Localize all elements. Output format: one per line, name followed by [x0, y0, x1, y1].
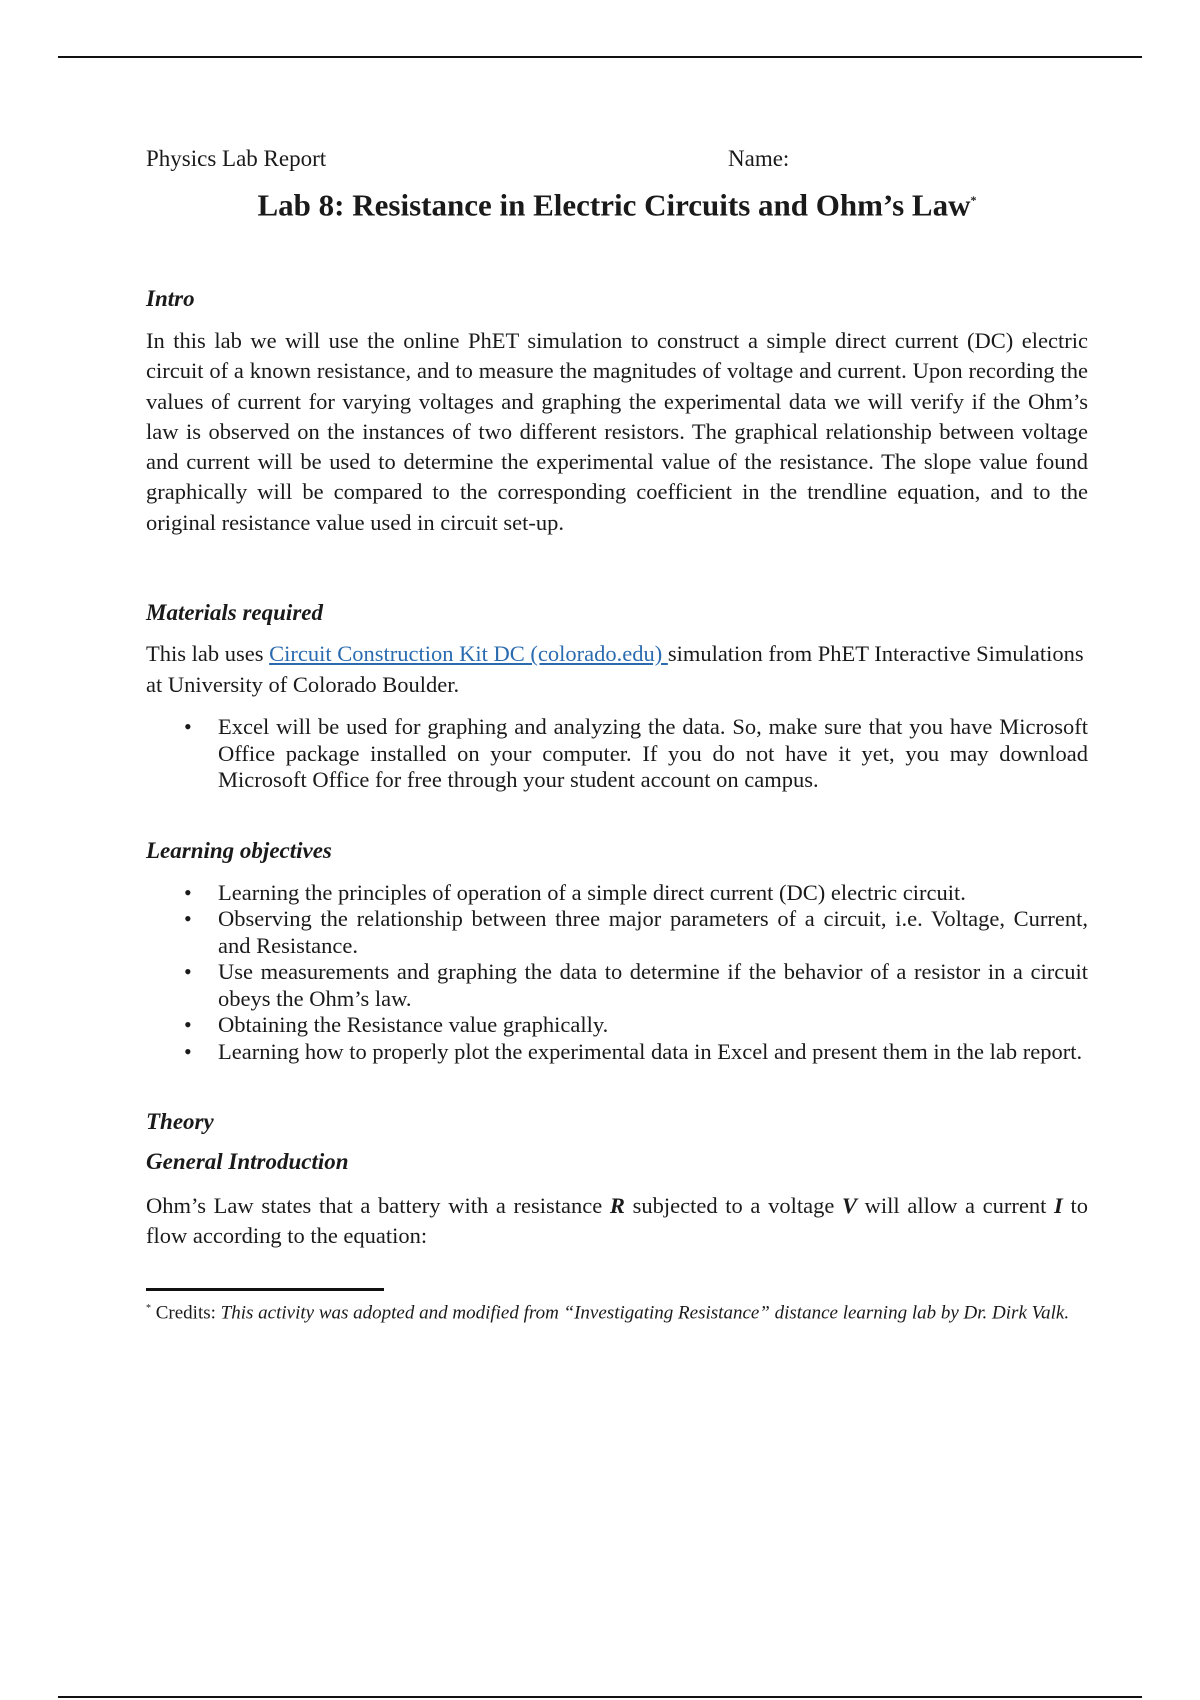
materials-lead: This lab uses — [146, 641, 270, 667]
bullet-icon: • — [184, 906, 192, 932]
list-item — [146, 959, 1088, 1012]
list-item — [146, 906, 1088, 959]
bullet-icon: • — [184, 1012, 192, 1038]
resistance-variable: R — [609, 1193, 625, 1219]
page-title-text: Lab 8: Resistance in Electric Circuits and Ohm’s Law — [257, 187, 971, 223]
document-page — [146, 140, 1088, 1325]
materials-list — [146, 714, 1088, 794]
list-item — [146, 1012, 1088, 1039]
page-header — [146, 140, 1088, 180]
footnote-text: This activity was adopted and modified from “Investigating Resistance” distance learning lab by Dr. Dirk Valk. — [220, 1302, 1070, 1323]
top-rule — [58, 56, 1142, 58]
bullet-icon: • — [184, 714, 192, 740]
bullet-icon: • — [184, 1038, 192, 1064]
bullet-icon: • — [184, 959, 192, 985]
materials-paragraph — [146, 638, 1088, 700]
list-item-text: Learning the principles of operation of a simple direct current (DC) electric circuit. — [218, 879, 966, 905]
theory-text-4: to flow according to the equation: — [146, 1193, 1088, 1249]
list-item-text: Excel will be used for graphing and analyzing the data. So, make sure that you have Microsoft Office package installed on your computer. If you do not have it yet, you may download Microsoft Office for free through your student account on campus. — [218, 714, 1088, 793]
theory-text-3: will allow a current — [857, 1193, 1055, 1219]
intro-paragraph: In this lab we will use the online PhET simulation to construct a simple direct current (DC) electric circuit of a known resistance, and to measure the magnitudes of voltage and current. Upon recording the values of current for varying voltages and graphing the experimental data we will verify if the Ohm’s law is observed on the instances of two different resistors. The graphical relationship between voltage and current will be used to determine the experimental value of the resistance. The slope value found graphically will be compared to the corresponding coefficient in the trendline equation, and to the original resistance value used in circuit set-up. — [146, 328, 1088, 535]
phet-simulation-link[interactable]: Circuit Construction Kit DC (colorado.edu) — [269, 641, 668, 667]
current-variable: I — [1054, 1193, 1063, 1219]
list-item — [146, 1039, 1088, 1066]
footnote-mark: * — [146, 1302, 151, 1314]
name-label: Name: — [728, 146, 790, 171]
title-footnote-mark: * — [970, 193, 977, 207]
bullet-icon: • — [184, 879, 192, 905]
footnote-label: Credits: — [151, 1302, 221, 1323]
voltage-variable: V — [841, 1193, 857, 1219]
list-item-text: Obtaining the Resistance value graphically. — [218, 1012, 609, 1038]
theory-text-2: subjected to a voltage — [624, 1193, 842, 1219]
bottom-rule — [58, 1696, 1142, 1698]
footnote-separator — [146, 1288, 384, 1291]
materials-heading: Materials required — [146, 600, 323, 626]
theory-heading: Theory — [146, 1109, 214, 1135]
materials-tail: simulation from PhET Interactive Simulations at University of Colorado Boulder. — [146, 641, 1084, 698]
list-item-text: Learning how to properly plot the experimental data in Excel and present them in the lab report. — [218, 1038, 1083, 1064]
list-item-text: Use measurements and graphing the data to determine if the behavior of a resistor in a circuit obeys the Ohm’s law. — [218, 959, 1088, 1011]
intro-heading: Intro — [146, 286, 195, 311]
footnote — [146, 1297, 1088, 1325]
theory-text-1: Ohm’s Law states that a battery with a resistance — [146, 1193, 610, 1219]
ohms-law-paragraph — [146, 1191, 1088, 1252]
objectives-list — [146, 880, 1088, 1066]
objectives-heading: Learning objectives — [146, 837, 332, 863]
page-title — [146, 180, 1088, 228]
course-label: Physics Lab Report — [146, 146, 327, 171]
general-introduction-subheading: General Introduction — [146, 1149, 349, 1175]
list-item-text: Observing the relationship between three major parameters of a circuit, i.e. Voltage, Current, and Resistance. — [218, 906, 1088, 958]
list-item — [146, 714, 1088, 794]
list-item — [146, 880, 1088, 907]
